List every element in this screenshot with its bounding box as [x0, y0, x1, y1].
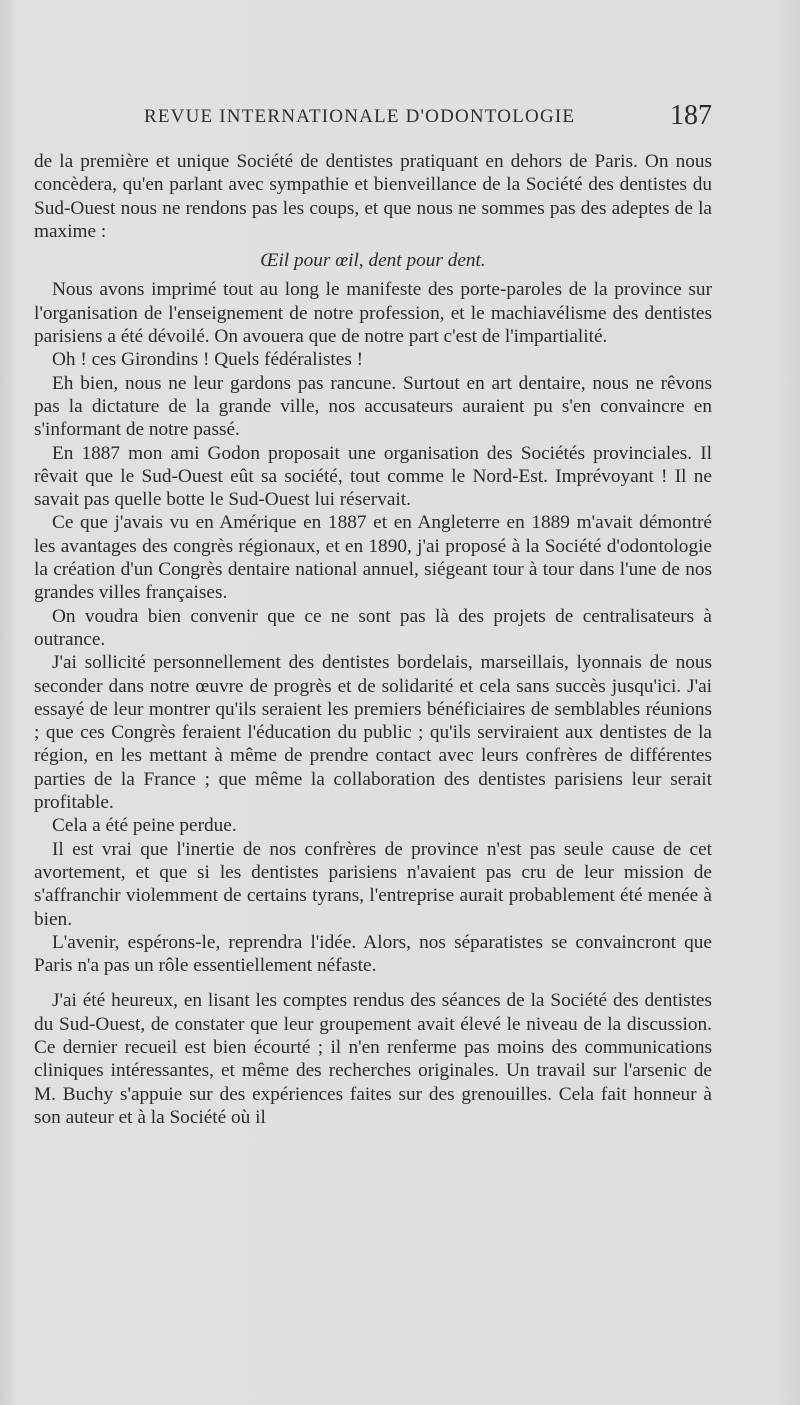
paragraph: Il est vrai que l'inertie de nos confrères de province n'est pas seule cause de cet avortement, et que si les dentistes parisiens n'avaient pas cru de leur mission de s'affranchir violemment de certains tyrans, l'entreprise aurait probablement été menée à bien. — [34, 838, 712, 930]
paragraph: Nous avons imprimé tout au long le manifeste des porte-paroles de la province sur l'organisation de l'enseignement de notre profession, et le machiavélisme des dentistes parisiens a été dévoilé. On avouera que de notre part c'est de l'impartialité. — [34, 279, 712, 348]
paragraph: Ce que j'avais vu en Amérique en 1887 et en Angleterre en 1889 m'avait démontré les avantages des congrès régionaux, et en 1890, j'ai proposé à la Société d'odontologie la création d'un Congrès dentaire national annuel, siégeant tour à tour dans l'une de nos grandes villes françaises. — [34, 512, 712, 604]
page-number: 187 — [670, 100, 712, 131]
motto: Œil pour œil, dent pour dent. — [260, 250, 486, 272]
paragraph: En 1887 mon ami Godon proposait une organisation des Sociétés provinciales. Il rêvait que le Sud-Ouest eût sa société, tout comme le Nord-Est. Imprévoyant ! Il ne savait pas quelle botte le Sud-Ouest lui réservait. — [34, 442, 712, 511]
running-title: REVUE INTERNATIONALE D'ODONTOLOGIE — [144, 106, 576, 127]
paragraph: de la première et unique Société de dentistes pratiquant en dehors de Paris. On nous concèdera, qu'en parlant avec sympathie et bienveillance de la Société des dentistes du Sud-Ouest nous ne rendons pas les coups, et que nous ne sommes pas des adeptes de la maxime : — [34, 151, 712, 242]
paragraph: Oh ! ces Girondins ! Quels fédéralistes ! — [52, 349, 364, 371]
paragraph: J'ai sollicité personnellement des dentistes bordelais, marseillais, lyonnais de nous seconder dans notre œuvre de progrès et de solidarité et cela sans succès jusqu'ici. J'ai essayé de leur montrer qu'ils seraient les premiers bénéficiaires de semblables réunions ; que ces Congrès feraient l'éducation du public ; qu'ils serviraient aux dentistes de la région, en les mettant à même de prendre contact avec leurs confrères de différentes parties de la France ; que même la collaboration des dentistes parisiens leur serait profitable. — [34, 652, 712, 814]
paragraph: J'ai été heureux, en lisant les comptes rendus des séances de la Société des dentistes du Sud-Ouest, de constater que leur groupement avait élevé le niveau de la discussion. Ce dernier recueil est bien écourté ; il n'en renferme pas moins des communications cliniques intéressantes, et même des recherches originales. Un travail sur l'arsenic de M. Buchy s'appuie sur des expériences faites sur des grenouilles. Cela fait honneur à son auteur et à la Société où il — [34, 990, 712, 1128]
paragraph: L'avenir, espérons-le, reprendra l'idée. Alors, nos séparatistes se convaincront que Paris n'a pas un rôle essentiellement néfaste. — [34, 931, 712, 977]
paragraph: On voudra bien convenir que ce ne sont pas là des projets de centralisateurs à outrance. — [34, 605, 712, 650]
running-header — [36, 96, 712, 136]
paragraph: Cela a été peine perdue. — [52, 815, 237, 837]
article-body — [34, 150, 712, 1129]
paragraph: Eh bien, nous ne leur gardons pas rancune. Surtout en art dentaire, nous ne rêvons pas la dictature de la grande ville, nos accusateurs auraient pu s'en convaincre en s'informant de notre passé. — [34, 372, 712, 441]
